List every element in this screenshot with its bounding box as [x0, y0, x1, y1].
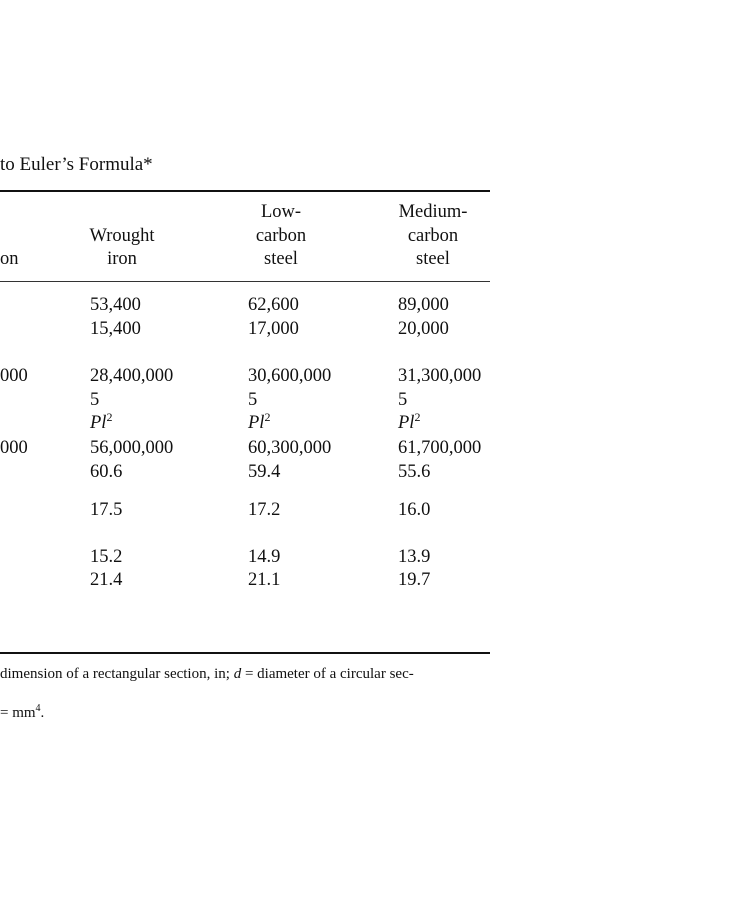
pl-exponent: 2 [414, 410, 421, 424]
cell-r4-c3: 5 [398, 390, 408, 410]
cell-r3-c1: 28,400,000 [90, 366, 174, 386]
left-fragment-row3: 000 [0, 366, 28, 386]
cell-r1-c2: 62,600 [248, 295, 299, 315]
cell-r5-c1 [90, 410, 113, 433]
cell-r9-c3: 13.9 [398, 547, 431, 567]
cell-r10-c2: 21.1 [248, 570, 281, 590]
footnote-exponent: 4 [35, 703, 41, 714]
cell-r7-c1: 60.6 [90, 462, 123, 482]
cell-r9-c2: 14.9 [248, 547, 281, 567]
cell-r2-c3: 20,000 [398, 319, 449, 339]
cell-r6-c1: 56,000,000 [90, 438, 174, 458]
cell-r3-c2: 30,600,000 [248, 366, 332, 386]
col-header-line [72, 201, 172, 225]
footnote-text: dimension of a rectangular section, in; [0, 666, 234, 682]
cell-r8-c3: 16.0 [398, 500, 431, 520]
col-header-line: Wrought [89, 225, 155, 246]
cell-r7-c2: 59.4 [248, 462, 281, 482]
cell-r5-c3 [398, 410, 421, 433]
top-rule [0, 190, 490, 192]
header-rule [0, 281, 490, 282]
cell-r1-c3: 89,000 [398, 295, 449, 315]
cell-r10-c1: 21.4 [90, 570, 123, 590]
col-header-line: Low- [260, 202, 302, 222]
cell-r3-c3: 31,300,000 [398, 366, 482, 386]
footnote-line-1 [0, 666, 414, 683]
cell-r5-c2 [248, 410, 271, 433]
col-header-low-carbon-steel [231, 201, 331, 272]
header-left-fragment: on [0, 249, 19, 269]
col-header-line: steel [416, 249, 450, 269]
col-header-line: carbon [255, 225, 307, 246]
col-header-wrought-iron [72, 201, 172, 272]
bottom-rule [0, 652, 490, 654]
left-fragment-row6: 000 [0, 438, 28, 458]
cell-r2-c2: 17,000 [248, 319, 299, 339]
cell-r4-c2: 5 [248, 390, 258, 410]
cell-r8-c2: 17.2 [248, 500, 281, 520]
footnote-var-d: d [233, 666, 242, 682]
footnote-line-2 [0, 705, 44, 722]
footnote-text: = diameter of a circular sec- [241, 666, 414, 682]
col-header-line: carbon [407, 225, 459, 246]
col-header-line: iron [107, 249, 137, 269]
pl-text: Pl [90, 413, 107, 433]
cell-r8-c1: 17.5 [90, 500, 123, 520]
pl-exponent: 2 [264, 410, 271, 424]
table-title: to Euler’s Formula* [0, 154, 153, 175]
cell-r2-c1: 15,400 [90, 319, 141, 339]
cell-r1-c1: 53,400 [90, 295, 141, 315]
pl-text: Pl [398, 413, 415, 433]
cell-r9-c1: 15.2 [90, 547, 123, 567]
footnote-text: = mm [0, 705, 36, 721]
cell-r6-c2: 60,300,000 [248, 438, 332, 458]
pl-text: Pl [248, 413, 265, 433]
footnote-text: . [40, 705, 45, 721]
pl-exponent: 2 [106, 410, 113, 424]
cell-r4-c1: 5 [90, 390, 100, 410]
col-header-line: Medium- [398, 202, 468, 222]
cell-r7-c3: 55.6 [398, 462, 431, 482]
cell-r6-c3: 61,700,000 [398, 438, 482, 458]
col-header-line: steel [264, 249, 298, 269]
col-header-medium-carbon-steel [383, 201, 483, 272]
cell-r10-c3: 19.7 [398, 570, 431, 590]
